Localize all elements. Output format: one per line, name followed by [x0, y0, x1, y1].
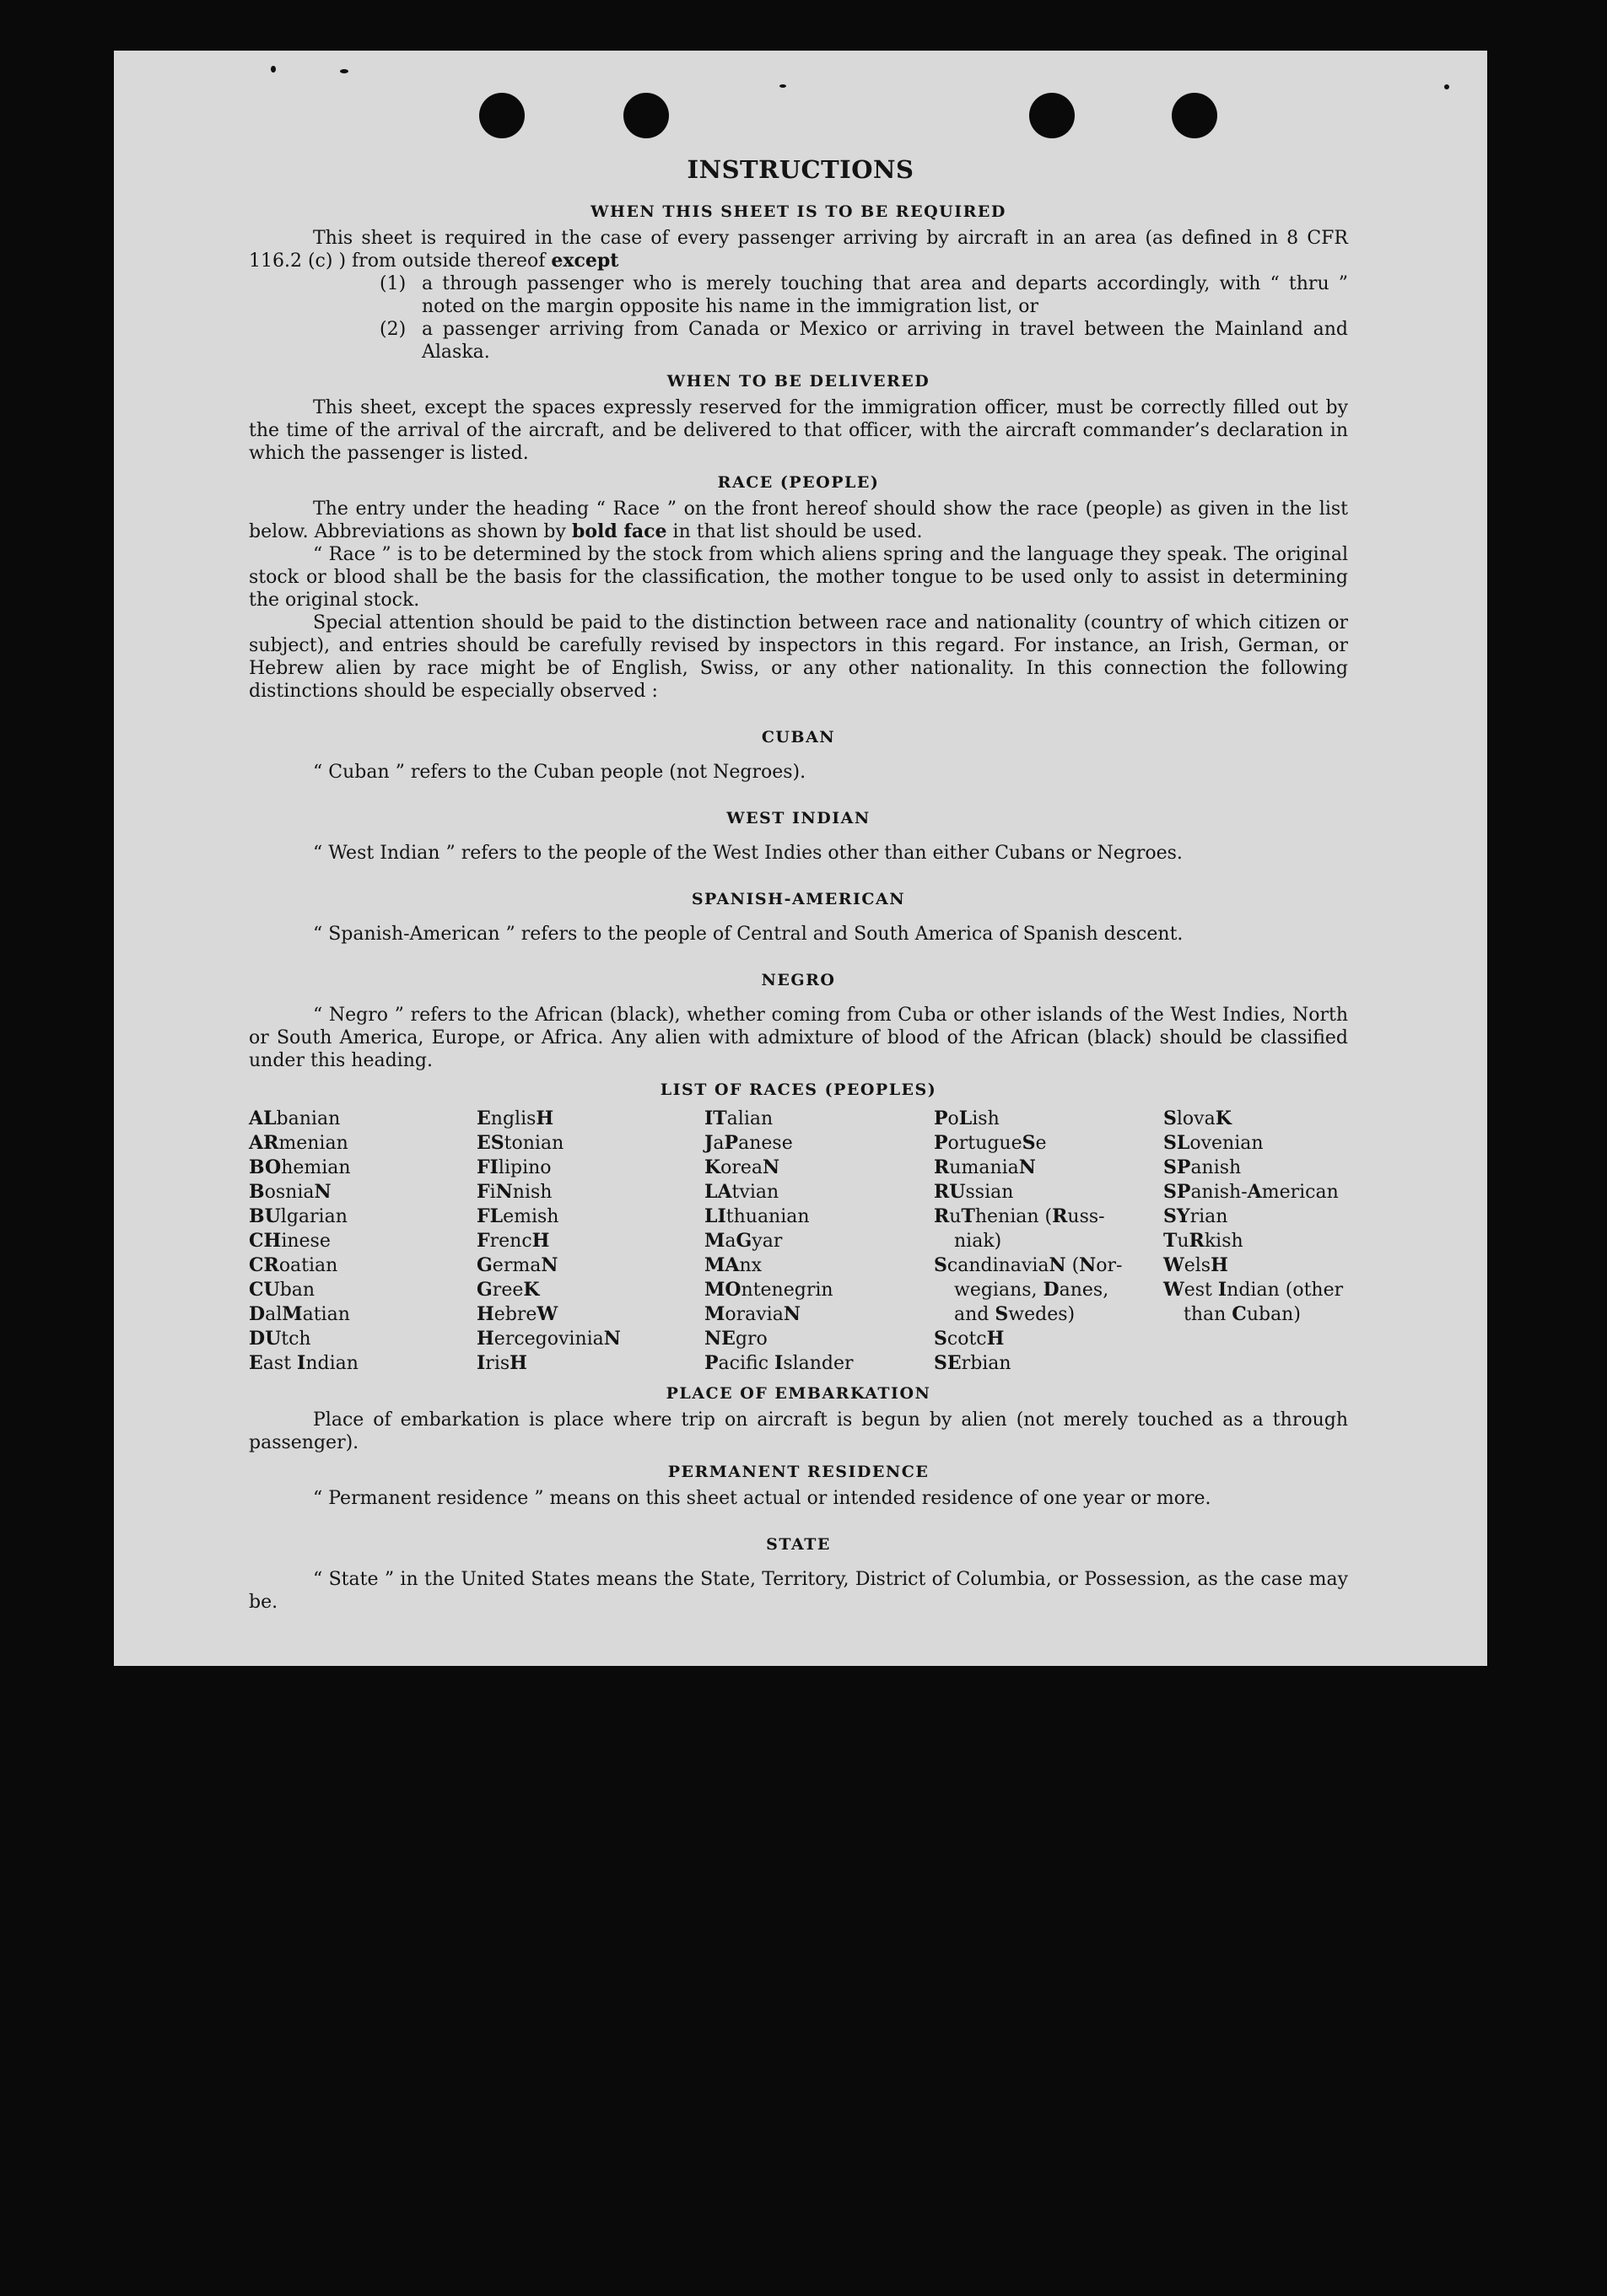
negro-text: “ Negro ” refers to the African (black), whether coming from Cuba or other islands of the West Indies, North or South America, Europe, or Africa. Any alien with admixture of blood of the African (black) should be classified under this heading.	[249, 1005, 1348, 1071]
race-entry: MoraviaN	[704, 1303, 801, 1325]
race-entry: KoreaN	[704, 1156, 780, 1178]
when-delivered-text: This sheet, except the spaces expressly reserved for the immigration officer, must be correctly filled out by the time of the arrival of the aircraft, and be delivered to that officer, with the aircraft commander’s declaration in which the passenger is listed.	[249, 397, 1348, 464]
dust-speck	[271, 66, 276, 73]
race-entry: LAtvian	[704, 1181, 779, 1203]
heading-negro: NEGRO	[761, 971, 836, 989]
race-paragraph-2: “ Race ” is to be determined by the stock from which aliens spring and the language they speak. The original stock or blood shall be the basis for the classification, the mother tongue to be used only to assist in determining the original stock.	[249, 544, 1348, 611]
races-column	[1163, 1107, 1348, 1376]
race-entry-continued: and Swedes)	[954, 1303, 1076, 1325]
races-column	[249, 1107, 477, 1376]
race-entry: PortugueSe	[934, 1132, 1047, 1154]
punch-hole	[479, 93, 525, 138]
races-column	[704, 1107, 934, 1376]
race-entry-continued: wegians, Danes,	[954, 1279, 1109, 1301]
dust-speck	[779, 84, 786, 88]
race-entry: MaGyar	[704, 1230, 783, 1252]
race-entry: DalMatian	[249, 1303, 350, 1325]
race-entry: SErbian	[934, 1352, 1011, 1374]
race-entry: SYrian	[1163, 1205, 1228, 1227]
race-entry: JaPanese	[704, 1132, 793, 1154]
heading-when-required: WHEN THIS SHEET IS TO BE REQUIRED	[590, 202, 1006, 221]
races-list	[249, 1107, 1348, 1376]
race-entry: SPanish	[1163, 1156, 1242, 1178]
races-column	[477, 1107, 704, 1376]
race-entry: DUtch	[249, 1328, 311, 1350]
races-column	[934, 1107, 1163, 1376]
item-text: a passenger arriving from Canada or Mexico or arriving in travel between the Mainland and Alaska.	[422, 319, 1348, 363]
race-entry-continued: than Cuban)	[1184, 1303, 1301, 1325]
race-entry: CRoatian	[249, 1254, 338, 1276]
race-entry: RUssian	[934, 1181, 1014, 1203]
race-paragraph-3: Special attention should be paid to the distinction between race and nationality (country of which citizen or subject), and entries should be carefully revised by inspectors in this regard. For instance, an Irish, German, or Hebrew alien by race might be of English, Swiss, or any other nationality. In this connection the following distinctions should be especially observed :	[249, 612, 1348, 702]
race-entry: SPanish-American	[1163, 1181, 1339, 1203]
heading-cuban: CUBAN	[761, 728, 836, 746]
page-title: INSTRUCTIONS	[687, 155, 914, 184]
race-entry: BUlgarian	[249, 1205, 348, 1227]
document-sheet	[114, 51, 1487, 1666]
instructions-body	[249, 194, 1348, 1614]
item-number: (2)	[380, 319, 407, 340]
embarkation-text: Place of embarkation is place where trip on aircraft is begun by alien (not merely touched as a through passenger).	[249, 1409, 1348, 1453]
race-entry: HercegoviniaN	[477, 1328, 621, 1350]
race-entry: ITalian	[704, 1108, 774, 1129]
heading-spanish-american: SPANISH-AMERICAN	[691, 890, 906, 908]
race-entry: RuThenian (Russ-	[934, 1205, 1105, 1227]
race-entry: WelsH	[1163, 1254, 1228, 1276]
west-indian-text: “ West Indian ” refers to the people of the West Indies other than either Cubans or Negroes.	[313, 843, 1183, 864]
race-entry: MAnx	[704, 1254, 763, 1276]
cuban-text: “ Cuban ” refers to the Cuban people (not Negroes).	[313, 762, 806, 783]
residence-text: “ Permanent residence ” means on this sheet actual or intended residence of one year or more.	[313, 1488, 1211, 1509]
heading-state: STATE	[766, 1535, 831, 1554]
dust-speck	[1444, 84, 1449, 89]
heading-west-indian: WEST INDIAN	[726, 809, 871, 827]
race-entry: NEgro	[704, 1328, 768, 1350]
item-number: (1)	[380, 273, 407, 294]
punch-hole	[623, 93, 669, 138]
race-entry: EnglisH	[477, 1108, 554, 1129]
heading-embarkation: PLACE OF EMBARKATION	[666, 1384, 931, 1403]
list-item	[249, 318, 1348, 364]
race-entry: FLemish	[477, 1205, 559, 1227]
race-entry-continued: niak)	[954, 1231, 1002, 1252]
race-entry: IrisH	[477, 1352, 527, 1374]
punch-hole	[1029, 93, 1075, 138]
race-entry: Pacific Islander	[704, 1352, 854, 1374]
except-bold: except	[551, 250, 619, 272]
race-entry: ARmenian	[249, 1132, 348, 1154]
punch-hole	[1172, 93, 1217, 138]
race-entry: PoLish	[934, 1108, 1000, 1129]
race-entry: TuRkish	[1163, 1230, 1243, 1252]
race-entry: MOntenegrin	[704, 1279, 833, 1301]
heading-list-of-races: LIST OF RACES (PEOPLES)	[660, 1081, 937, 1099]
spanish-american-text: “ Spanish-American ” refers to the people of Central and South America of Spanish descent.	[313, 924, 1184, 945]
race-entry: RumaniaN	[934, 1156, 1036, 1178]
race-entry: CUban	[249, 1279, 315, 1301]
heading-race: RACE (PEOPLE)	[717, 473, 880, 492]
state-text: “ State ” in the United States means the State, Territory, District of Columbia, or Possession, as the case may be.	[249, 1569, 1348, 1613]
list-item	[249, 272, 1348, 318]
race-entry: GermaN	[477, 1254, 558, 1276]
race-entry: EStonian	[477, 1132, 564, 1154]
race-entry: West Indian (other	[1163, 1279, 1344, 1301]
race-entry: FIlipino	[477, 1156, 552, 1178]
race-entry: ScotcH	[934, 1328, 1005, 1350]
race-paragraph-1: The entry under the heading “ Race ” on the front hereof should show the race (people) as given in the list below. Abbreviations as shown by bold face in that list should be used.	[249, 499, 1348, 542]
race-entry: ALbanian	[249, 1108, 341, 1129]
race-entry: HebreW	[477, 1303, 558, 1325]
race-entry: SlovaK	[1163, 1108, 1232, 1129]
dust-speck	[340, 69, 348, 73]
race-entry: East Indian	[249, 1352, 359, 1374]
race-entry: CHinese	[249, 1230, 331, 1252]
when-required-intro: This sheet is required in the case of every passenger arriving by aircraft in an area (as defined in 8 CFR 116.2 (c) ) from outside thereof except	[249, 228, 1348, 272]
race-entry: GreeK	[477, 1279, 540, 1301]
race-entry: BosniaN	[249, 1181, 332, 1203]
race-entry: FrencH	[477, 1230, 550, 1252]
race-entry: LIthuanian	[704, 1205, 810, 1227]
heading-permanent-residence: PERMANENT RESIDENCE	[667, 1463, 930, 1481]
item-text: a through passenger who is merely touching that area and departs accordingly, with “ thru ” noted on the margin opposite his name in the immigration list, or	[422, 273, 1348, 317]
race-entry: FiNnish	[477, 1181, 553, 1203]
race-entry: ScandinaviaN (Nor-	[934, 1254, 1123, 1276]
bold-face-text: bold face	[571, 520, 667, 542]
race-entry: SLovenian	[1163, 1132, 1264, 1154]
heading-when-delivered: WHEN TO BE DELIVERED	[666, 372, 930, 391]
race-entry: BOhemian	[249, 1156, 351, 1178]
